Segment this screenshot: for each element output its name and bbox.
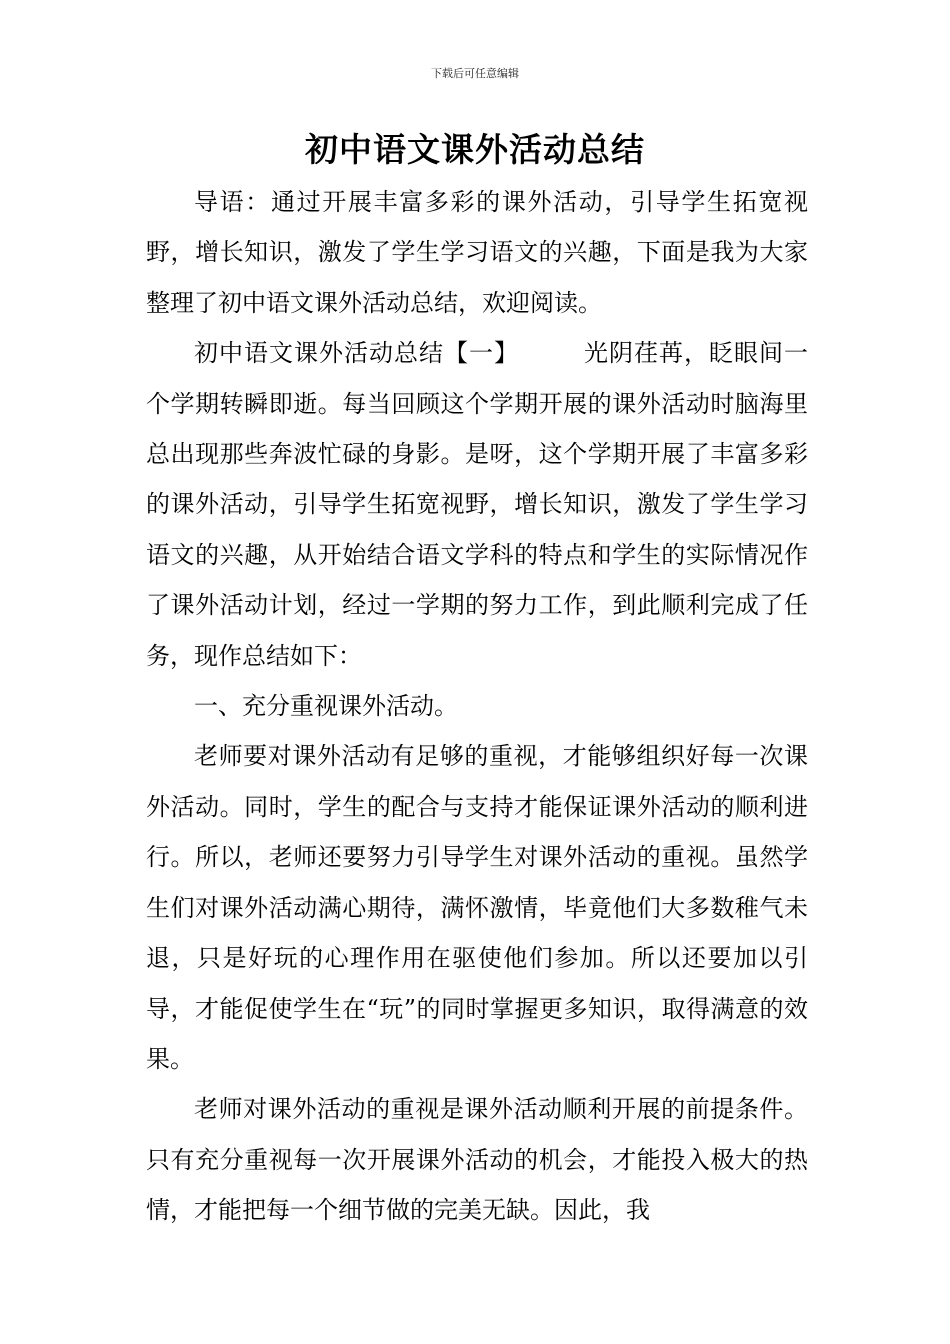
document-title: 初中语文课外活动总结 — [305, 130, 645, 169]
section-one-label: 初中语文课外活动总结【一】 — [194, 339, 519, 368]
paragraph-three: 老师要对课外活动有足够的重视，才能够组织好每一次课外活动。同时，学生的配合与支持才能保证课外活动的顺利进行。所以，老师还要努力引导学生对课外活动的重视。虽然学生们对课外活动满心期待，满怀激情，毕竟他们大多数稚气未退，只是好玩的心理作用在驱使他们参加。所以还要加以引导，才能促使学生在“玩”的同时掌握更多知识，取得满意的效果。 — [146, 742, 808, 1073]
document-body — [146, 177, 808, 1236]
header-note: 下载后可任意编辑 — [431, 67, 519, 80]
paragraph-four: 老师对课外活动的重视是课外活动顺利开展的前提条件。只有充分重视每一次开展课外活动的机会，才能投入极大的热情，才能把每一个细节做的完美无缺。因此，我 — [146, 1095, 808, 1225]
section-one-body: 光阴荏苒，眨眼间一个学期转瞬即逝。每当回顾这个学期开展的课外活动时脑海里总出现那些奔波忙碌的身影。是呀，这个学期开展了丰富多彩的课外活动，引导学生拓宽视野，增长知识，激发了学生学习语文的兴趣，从开始结合语文学科的特点和学生的实际情况作了课外活动计划，经过一学期的努力工作，到此顺利完成了任务，现作总结如下： — [146, 339, 808, 670]
heading-one: 一、充分重视课外活动。 — [194, 692, 458, 721]
section-one-paragraph — [146, 328, 808, 681]
intro-paragraph: 导语：通过开展丰富多彩的课外活动，引导学生拓宽视野，增长知识，激发了学生学习语文的兴趣，下面是我为大家整理了初中语文课外活动总结，欢迎阅读。 — [146, 188, 808, 317]
